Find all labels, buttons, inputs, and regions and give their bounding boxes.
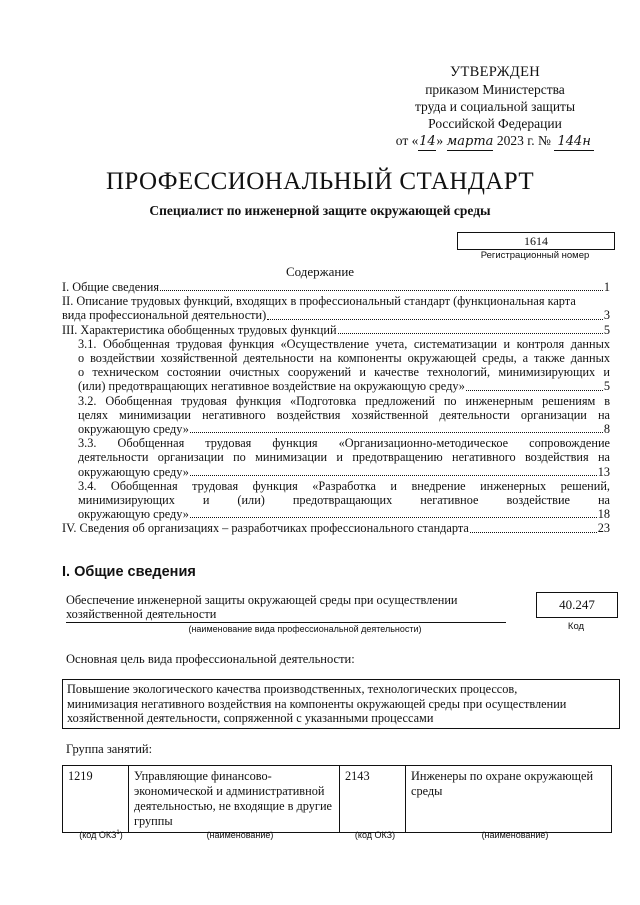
date-day: 14	[419, 134, 436, 149]
approval-line: труда и социальной защиты	[414, 99, 576, 114]
activity-name-caption: (наименование вида профессиональной деятельности)	[188, 624, 422, 634]
okz-code-caption: (код ОКЗ)	[354, 830, 396, 840]
okz-name: Инженеры по охране окружающей среды	[406, 766, 612, 833]
approval-date	[370, 132, 620, 151]
toc-title: Содержание	[285, 264, 355, 279]
okz-name: Управляющие финансово-экономической и административной деятельностью, не входящие в другие группы	[129, 766, 340, 833]
toc-page: 13	[597, 464, 610, 479]
okz-name-caption: (наименование)	[206, 830, 274, 840]
okz-name-caption: (наименование)	[481, 830, 549, 840]
toc-page: 5	[603, 379, 610, 394]
toc-entry[interactable]: III. Характеристика обобщенных трудовых функций 5	[62, 322, 610, 337]
table-row	[63, 766, 612, 833]
toc-entry[interactable]: 3.4. Обобщенная трудовая функция «Разработка и внедрение инженерных решений, минимизирующих и (или) предотвращающих негативное воздействие на окружающую среду» 18	[78, 478, 610, 522]
toc-entry[interactable]: 3.3. Обобщенная трудовая функция «Организационно-методическое сопровождение деятельности организации по минимизации и предотвращению негативного воздействия на окружающую среду» 13	[78, 436, 610, 479]
toc-page: 3	[603, 308, 610, 323]
occupation-group-label: Группа занятий:	[66, 742, 153, 756]
toc-page: 1	[603, 280, 610, 294]
approval-line: Российской Федерации	[428, 116, 562, 131]
toc-page: 8	[603, 422, 610, 437]
document-title: ПРОФЕССИОНАЛЬНЫЙ СТАНДАРТ	[105, 168, 535, 195]
occupation-group-table	[62, 765, 612, 833]
toc-entry[interactable]: IV. Сведения об организациях – разработчиках профессионального стандарта 23	[62, 521, 610, 536]
toc-page: 23	[597, 521, 610, 536]
toc-entry[interactable]: I. Общие сведения 1	[62, 280, 610, 294]
approval-line: приказом Министерства	[425, 82, 565, 97]
toc-entry[interactable]: II. Описание трудовых функций, входящих в профессиональный стандарт (функциональная карта вида профессиональной деятельности) 3	[62, 294, 610, 323]
approved-heading: УТВЕРЖДЕН	[449, 64, 541, 80]
approval-block	[370, 64, 620, 151]
order-number: 144н	[554, 133, 594, 151]
activity-code-caption: Код	[567, 621, 585, 632]
date-year: 2023 г. №	[496, 133, 551, 148]
toc-entry[interactable]: 3.1. Обобщенная трудовая функция «Осуществление учета, систематизации и контроля данных о воздействии хозяйственной деятельности на компоненты окружающей среды, а также данных о техническом состоянии очистных сооружений и качестве технологий, минимизирующих и (или) предотвращающих негативное воздействие на окружающую среду» 5	[78, 336, 610, 394]
registration-number-box: 1614	[457, 232, 615, 250]
date-month: марта	[446, 134, 494, 149]
okz-code-caption: (код ОКЗ$^1$)	[79, 830, 123, 840]
registration-number-label: Регистрационный номер	[480, 250, 590, 261]
okz-code: 1219	[63, 766, 129, 833]
section-heading: I. Общие сведения	[62, 564, 196, 580]
goal-box: Повышение экологического качества производственных, технологических процессов, минимизация негативного воздействия на компоненты окружающей среды при осуществлении хозяйственной деятельности, сопряженной с указанными процессами	[62, 679, 620, 729]
goal-label: Основная цель вида профессиональной деятельности:	[66, 652, 355, 666]
activity-name: Обеспечение инженерной защиты окружающей среды при осуществлении хозяйственной деятельности	[66, 593, 506, 623]
table-of-contents	[62, 280, 610, 536]
date-mid: »	[436, 133, 444, 148]
toc-page: 5	[603, 322, 610, 337]
date-prefix: от «	[395, 133, 419, 148]
okz-code: 2143	[340, 766, 406, 833]
toc-page: 18	[597, 507, 610, 522]
document-subtitle: Специалист по инженерной защите окружающей среды	[149, 203, 491, 218]
toc-entry[interactable]: 3.2. Обобщенная трудовая функция «Подготовка предложений по инженерным решениям в целях минимизации негативного воздействия хозяйственной деятельности организации на окружающую среду» 8	[78, 393, 610, 437]
activity-code-box: 40.247	[536, 592, 618, 618]
